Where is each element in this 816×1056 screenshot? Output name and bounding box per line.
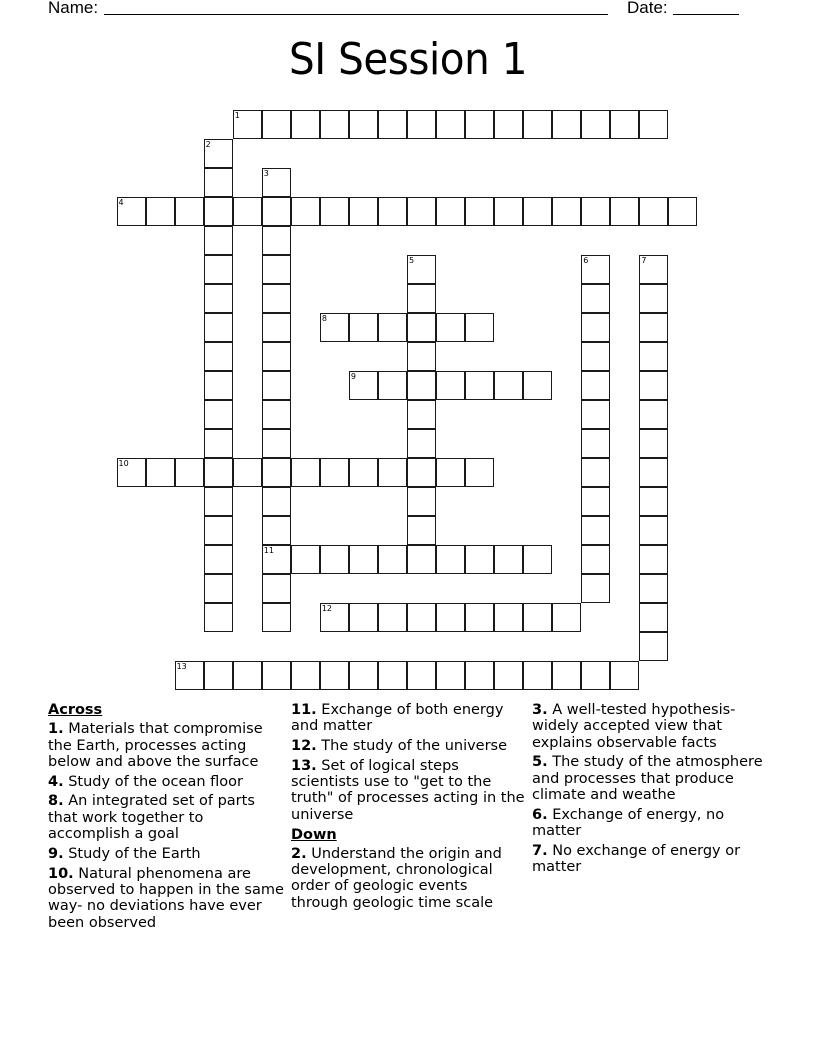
crossword-cell[interactable] — [639, 632, 668, 661]
cell-number: 1 — [234, 110, 240, 120]
clue-text: The study of the atmosphere and processes that produce climate and weathe — [532, 754, 763, 803]
crossword-cell[interactable] — [262, 545, 291, 574]
crossword-cell[interactable] — [262, 429, 291, 458]
crossword-cell[interactable] — [407, 400, 436, 429]
crossword-cell[interactable] — [581, 458, 610, 487]
crossword-cell[interactable] — [494, 371, 523, 400]
crossword-cell[interactable] — [204, 574, 233, 603]
crossword-cell[interactable] — [407, 487, 436, 516]
crossword-cell[interactable] — [407, 197, 436, 226]
crossword-cell[interactable] — [378, 197, 407, 226]
crossword-cell[interactable] — [639, 197, 668, 226]
crossword-cell[interactable] — [204, 168, 233, 197]
crossword-cell[interactable] — [581, 313, 610, 342]
crossword-cell[interactable] — [262, 603, 291, 632]
crossword-cell[interactable] — [465, 661, 494, 690]
cell-number: 3 — [263, 168, 269, 178]
crossword-cell[interactable] — [262, 313, 291, 342]
crossword-cell[interactable] — [436, 313, 465, 342]
crossword-cell[interactable] — [349, 110, 378, 139]
crossword-cell[interactable] — [639, 429, 668, 458]
crossword-cell[interactable] — [436, 371, 465, 400]
crossword-cell[interactable] — [320, 545, 349, 574]
clue-number: 3. — [532, 702, 548, 718]
clue-down-7 — [532, 843, 772, 876]
crossword-cell[interactable] — [262, 226, 291, 255]
crossword-cell[interactable] — [639, 516, 668, 545]
crossword-cell[interactable] — [436, 545, 465, 574]
crossword-cell[interactable] — [291, 661, 320, 690]
clue-down-6 — [532, 807, 772, 840]
crossword-cell[interactable] — [610, 661, 639, 690]
cell-number: 7 — [641, 255, 647, 265]
crossword-cell[interactable] — [639, 313, 668, 342]
crossword-cell[interactable] — [204, 661, 233, 690]
crossword-cell[interactable] — [639, 342, 668, 371]
crossword-cell[interactable] — [610, 110, 639, 139]
clue-number: 1. — [48, 721, 64, 738]
crossword-cell[interactable] — [436, 110, 465, 139]
clue-text: Study of the Earth — [68, 845, 201, 862]
crossword-cell[interactable] — [639, 545, 668, 574]
crossword-cell[interactable] — [639, 603, 668, 632]
clue-number: 4. — [48, 773, 64, 790]
crossword-cell[interactable] — [204, 458, 233, 487]
crossword-cell[interactable] — [349, 371, 378, 400]
crossword-cell[interactable] — [175, 661, 204, 690]
crossword-cell[interactable] — [378, 371, 407, 400]
crossword-cell[interactable] — [262, 255, 291, 284]
crossword-cell[interactable] — [349, 545, 378, 574]
crossword-cell[interactable] — [407, 458, 436, 487]
crossword-cell[interactable] — [407, 371, 436, 400]
crossword-cell[interactable] — [262, 487, 291, 516]
crossword-cell[interactable] — [291, 110, 320, 139]
crossword-cell[interactable] — [581, 661, 610, 690]
crossword-cell[interactable] — [581, 284, 610, 313]
crossword-cell[interactable] — [581, 255, 610, 284]
name-blank-line — [104, 14, 608, 15]
worksheet-header — [48, 0, 748, 22]
crossword-cell[interactable] — [639, 487, 668, 516]
clue-number: 6. — [532, 806, 548, 823]
crossword-cell[interactable] — [465, 603, 494, 632]
crossword-cell[interactable] — [494, 545, 523, 574]
cell-number: 13 — [176, 662, 187, 672]
crossword-cell[interactable] — [407, 313, 436, 342]
crossword-cell[interactable] — [436, 603, 465, 632]
clue-number: 9. — [48, 845, 64, 862]
crossword-cell[interactable] — [320, 458, 349, 487]
crossword-cell[interactable] — [204, 226, 233, 255]
crossword-cell[interactable] — [204, 342, 233, 371]
crossword-cell[interactable] — [552, 197, 581, 226]
cell-number: 10 — [118, 459, 129, 469]
clues-column-2 — [291, 702, 527, 915]
name-label: Name: — [48, 0, 99, 17]
cell-number: 12 — [321, 604, 333, 614]
crossword-cell[interactable] — [407, 429, 436, 458]
crossword-cell[interactable] — [117, 458, 146, 487]
clue-number: 5. — [532, 754, 548, 771]
crossword-cell[interactable] — [639, 574, 668, 603]
clue-down-5 — [532, 754, 772, 803]
crossword-cell[interactable] — [291, 197, 320, 226]
crossword-cell[interactable] — [639, 110, 668, 139]
crossword-cell[interactable] — [378, 110, 407, 139]
clue-across-10 — [48, 866, 284, 931]
crossword-cell[interactable] — [494, 661, 523, 690]
crossword-cell[interactable] — [320, 110, 349, 139]
crossword-cell[interactable] — [349, 458, 378, 487]
clue-text: Exchange of both energy and matter — [291, 702, 504, 735]
crossword-cell[interactable] — [639, 284, 668, 313]
crossword-cell[interactable] — [204, 400, 233, 429]
date-blank-line — [673, 14, 739, 15]
crossword-cell[interactable] — [581, 574, 610, 603]
crossword-cell[interactable] — [610, 197, 639, 226]
crossword-cell[interactable] — [465, 371, 494, 400]
crossword-cell[interactable] — [146, 458, 175, 487]
clue-number: 2. — [291, 845, 307, 862]
crossword-cell[interactable] — [146, 197, 175, 226]
crossword-cell[interactable] — [233, 661, 262, 690]
crossword-cell[interactable] — [117, 197, 146, 226]
crossword-cell[interactable] — [552, 661, 581, 690]
crossword-cell[interactable] — [668, 197, 697, 226]
down-heading: Down — [291, 826, 337, 843]
crossword-cell[interactable] — [552, 603, 581, 632]
crossword-cell[interactable] — [523, 661, 552, 690]
crossword-cell[interactable] — [523, 545, 552, 574]
crossword-cell[interactable] — [349, 313, 378, 342]
crossword-cell[interactable] — [262, 197, 291, 226]
crossword-cell[interactable] — [465, 197, 494, 226]
crossword-cell[interactable] — [581, 400, 610, 429]
crossword-cell[interactable] — [407, 284, 436, 313]
crossword-cell[interactable] — [175, 197, 204, 226]
crossword-cell[interactable] — [523, 110, 552, 139]
crossword-cell[interactable] — [407, 342, 436, 371]
crossword-cell[interactable] — [204, 313, 233, 342]
crossword-cell[interactable] — [204, 603, 233, 632]
crossword-cell[interactable] — [262, 458, 291, 487]
crossword-cell[interactable] — [262, 168, 291, 197]
crossword-cell[interactable] — [262, 516, 291, 545]
crossword-cell[interactable] — [204, 197, 233, 226]
crossword-cell[interactable] — [494, 110, 523, 139]
crossword-cell[interactable] — [581, 342, 610, 371]
crossword-cell[interactable] — [204, 284, 233, 313]
clue-number: 7. — [532, 842, 548, 859]
crossword-cell[interactable] — [465, 110, 494, 139]
clue-text: Exchange of energy, no matter — [532, 806, 725, 840]
crossword-cell[interactable] — [204, 255, 233, 284]
clue-text: No exchange of energy or matter — [532, 842, 741, 876]
crossword-cell[interactable] — [436, 197, 465, 226]
clue-text: Study of the ocean floor — [68, 773, 243, 790]
crossword-cell[interactable] — [581, 197, 610, 226]
crossword-cell[interactable] — [204, 371, 233, 400]
cell-number: 9 — [350, 371, 356, 381]
crossword-cell[interactable] — [262, 342, 291, 371]
crossword-cell[interactable] — [204, 487, 233, 516]
crossword-cell[interactable] — [262, 661, 291, 690]
crossword-cell[interactable] — [639, 255, 668, 284]
crossword-grid — [117, 110, 717, 700]
crossword-cell[interactable] — [349, 197, 378, 226]
cell-number: 4 — [118, 197, 124, 207]
crossword-cell[interactable] — [233, 458, 262, 487]
clue-down-3 — [532, 702, 772, 751]
cell-number: 5 — [409, 255, 415, 265]
across-heading: Across — [48, 702, 103, 718]
crossword-cell[interactable] — [204, 429, 233, 458]
crossword-cell[interactable] — [523, 197, 552, 226]
clue-text: Materials that compromise the Earth, processes acting below and above the surface — [48, 721, 263, 770]
crossword-cell[interactable] — [291, 545, 320, 574]
clue-down-2 — [291, 846, 527, 911]
crossword-cell[interactable] — [407, 255, 436, 284]
clue-across-9 — [48, 846, 284, 862]
crossword-cell[interactable] — [378, 661, 407, 690]
crossword-cell[interactable] — [378, 313, 407, 342]
crossword-cell[interactable] — [320, 603, 349, 632]
cell-number: 8 — [321, 313, 327, 323]
crossword-cell[interactable] — [407, 661, 436, 690]
clue-across-12 — [291, 738, 527, 754]
crossword-cell[interactable] — [465, 458, 494, 487]
crossword-cell[interactable] — [262, 371, 291, 400]
crossword-cell[interactable] — [233, 197, 262, 226]
crossword-cell[interactable] — [523, 603, 552, 632]
crossword-cell[interactable] — [407, 110, 436, 139]
clue-text: The study of the universe — [321, 738, 508, 755]
crossword-cell[interactable] — [262, 110, 291, 139]
clue-across-4 — [48, 774, 284, 790]
clue-text: An integrated set of parts that work together to accomplish a goal — [48, 793, 255, 843]
crossword-cell[interactable] — [494, 197, 523, 226]
clue-text: Understand the origin and development, chronological order of geologic events through geologic time scale — [291, 845, 502, 911]
crossword-cell[interactable] — [581, 110, 610, 139]
crossword-cell[interactable] — [378, 603, 407, 632]
crossword-cell[interactable] — [407, 545, 436, 574]
clues-column-1 — [48, 702, 284, 934]
crossword-cell[interactable] — [320, 313, 349, 342]
crossword-cell[interactable] — [262, 284, 291, 313]
date-label: Date: — [627, 0, 668, 17]
crossword-cell[interactable] — [233, 110, 262, 139]
crossword-cell[interactable] — [494, 603, 523, 632]
crossword-cell[interactable] — [639, 400, 668, 429]
crossword-cell[interactable] — [581, 429, 610, 458]
crossword-cell[interactable] — [320, 661, 349, 690]
clue-number: 12. — [291, 738, 317, 755]
crossword-cell[interactable] — [204, 139, 233, 168]
clue-across-11 — [291, 702, 527, 735]
clue-number: 8. — [48, 793, 64, 810]
crossword-cell[interactable] — [320, 197, 349, 226]
clue-across-8 — [48, 793, 284, 842]
crossword-cell[interactable] — [291, 458, 320, 487]
crossword-cell[interactable] — [349, 661, 378, 690]
crossword-cell[interactable] — [552, 110, 581, 139]
clue-number: 13. — [291, 757, 317, 774]
clue-across-1 — [48, 721, 284, 770]
crossword-cell[interactable] — [523, 371, 552, 400]
clue-text: Natural phenomena are observed to happen in the same way- no deviations have ever been observed — [48, 865, 284, 931]
crossword-cell[interactable] — [581, 487, 610, 516]
crossword-cell[interactable] — [581, 545, 610, 574]
crossword-cell[interactable] — [349, 603, 378, 632]
crossword-cell[interactable] — [465, 313, 494, 342]
crossword-cell[interactable] — [581, 516, 610, 545]
clue-text: A well-tested hypothesis- widely accepted view that explains observable facts — [532, 702, 736, 751]
crossword-cell[interactable] — [436, 458, 465, 487]
crossword-cell[interactable] — [639, 371, 668, 400]
clue-text: Set of logical steps scientists use to "get to the truth" of processes acting in the universe — [291, 757, 525, 823]
crossword-cell[interactable] — [262, 574, 291, 603]
crossword-cell[interactable] — [378, 545, 407, 574]
cell-number: 11 — [263, 546, 274, 556]
clue-number: 11. — [291, 702, 317, 718]
clue-number: 10. — [48, 865, 74, 882]
crossword-cell[interactable] — [204, 545, 233, 574]
crossword-cell[interactable] — [465, 545, 494, 574]
crossword-cell[interactable] — [204, 516, 233, 545]
crossword-cell[interactable] — [262, 400, 291, 429]
crossword-cell[interactable] — [581, 371, 610, 400]
crossword-cell[interactable] — [639, 458, 668, 487]
clues-column-3 — [532, 702, 772, 879]
crossword-cell[interactable] — [407, 603, 436, 632]
page-title: SI Session 1 — [288, 34, 528, 85]
crossword-cell[interactable] — [175, 458, 204, 487]
crossword-cell[interactable] — [378, 458, 407, 487]
clue-across-13 — [291, 758, 527, 823]
cell-number: 6 — [583, 255, 589, 265]
crossword-cell[interactable] — [436, 661, 465, 690]
cell-number: 2 — [205, 139, 211, 149]
crossword-cell[interactable] — [407, 516, 436, 545]
